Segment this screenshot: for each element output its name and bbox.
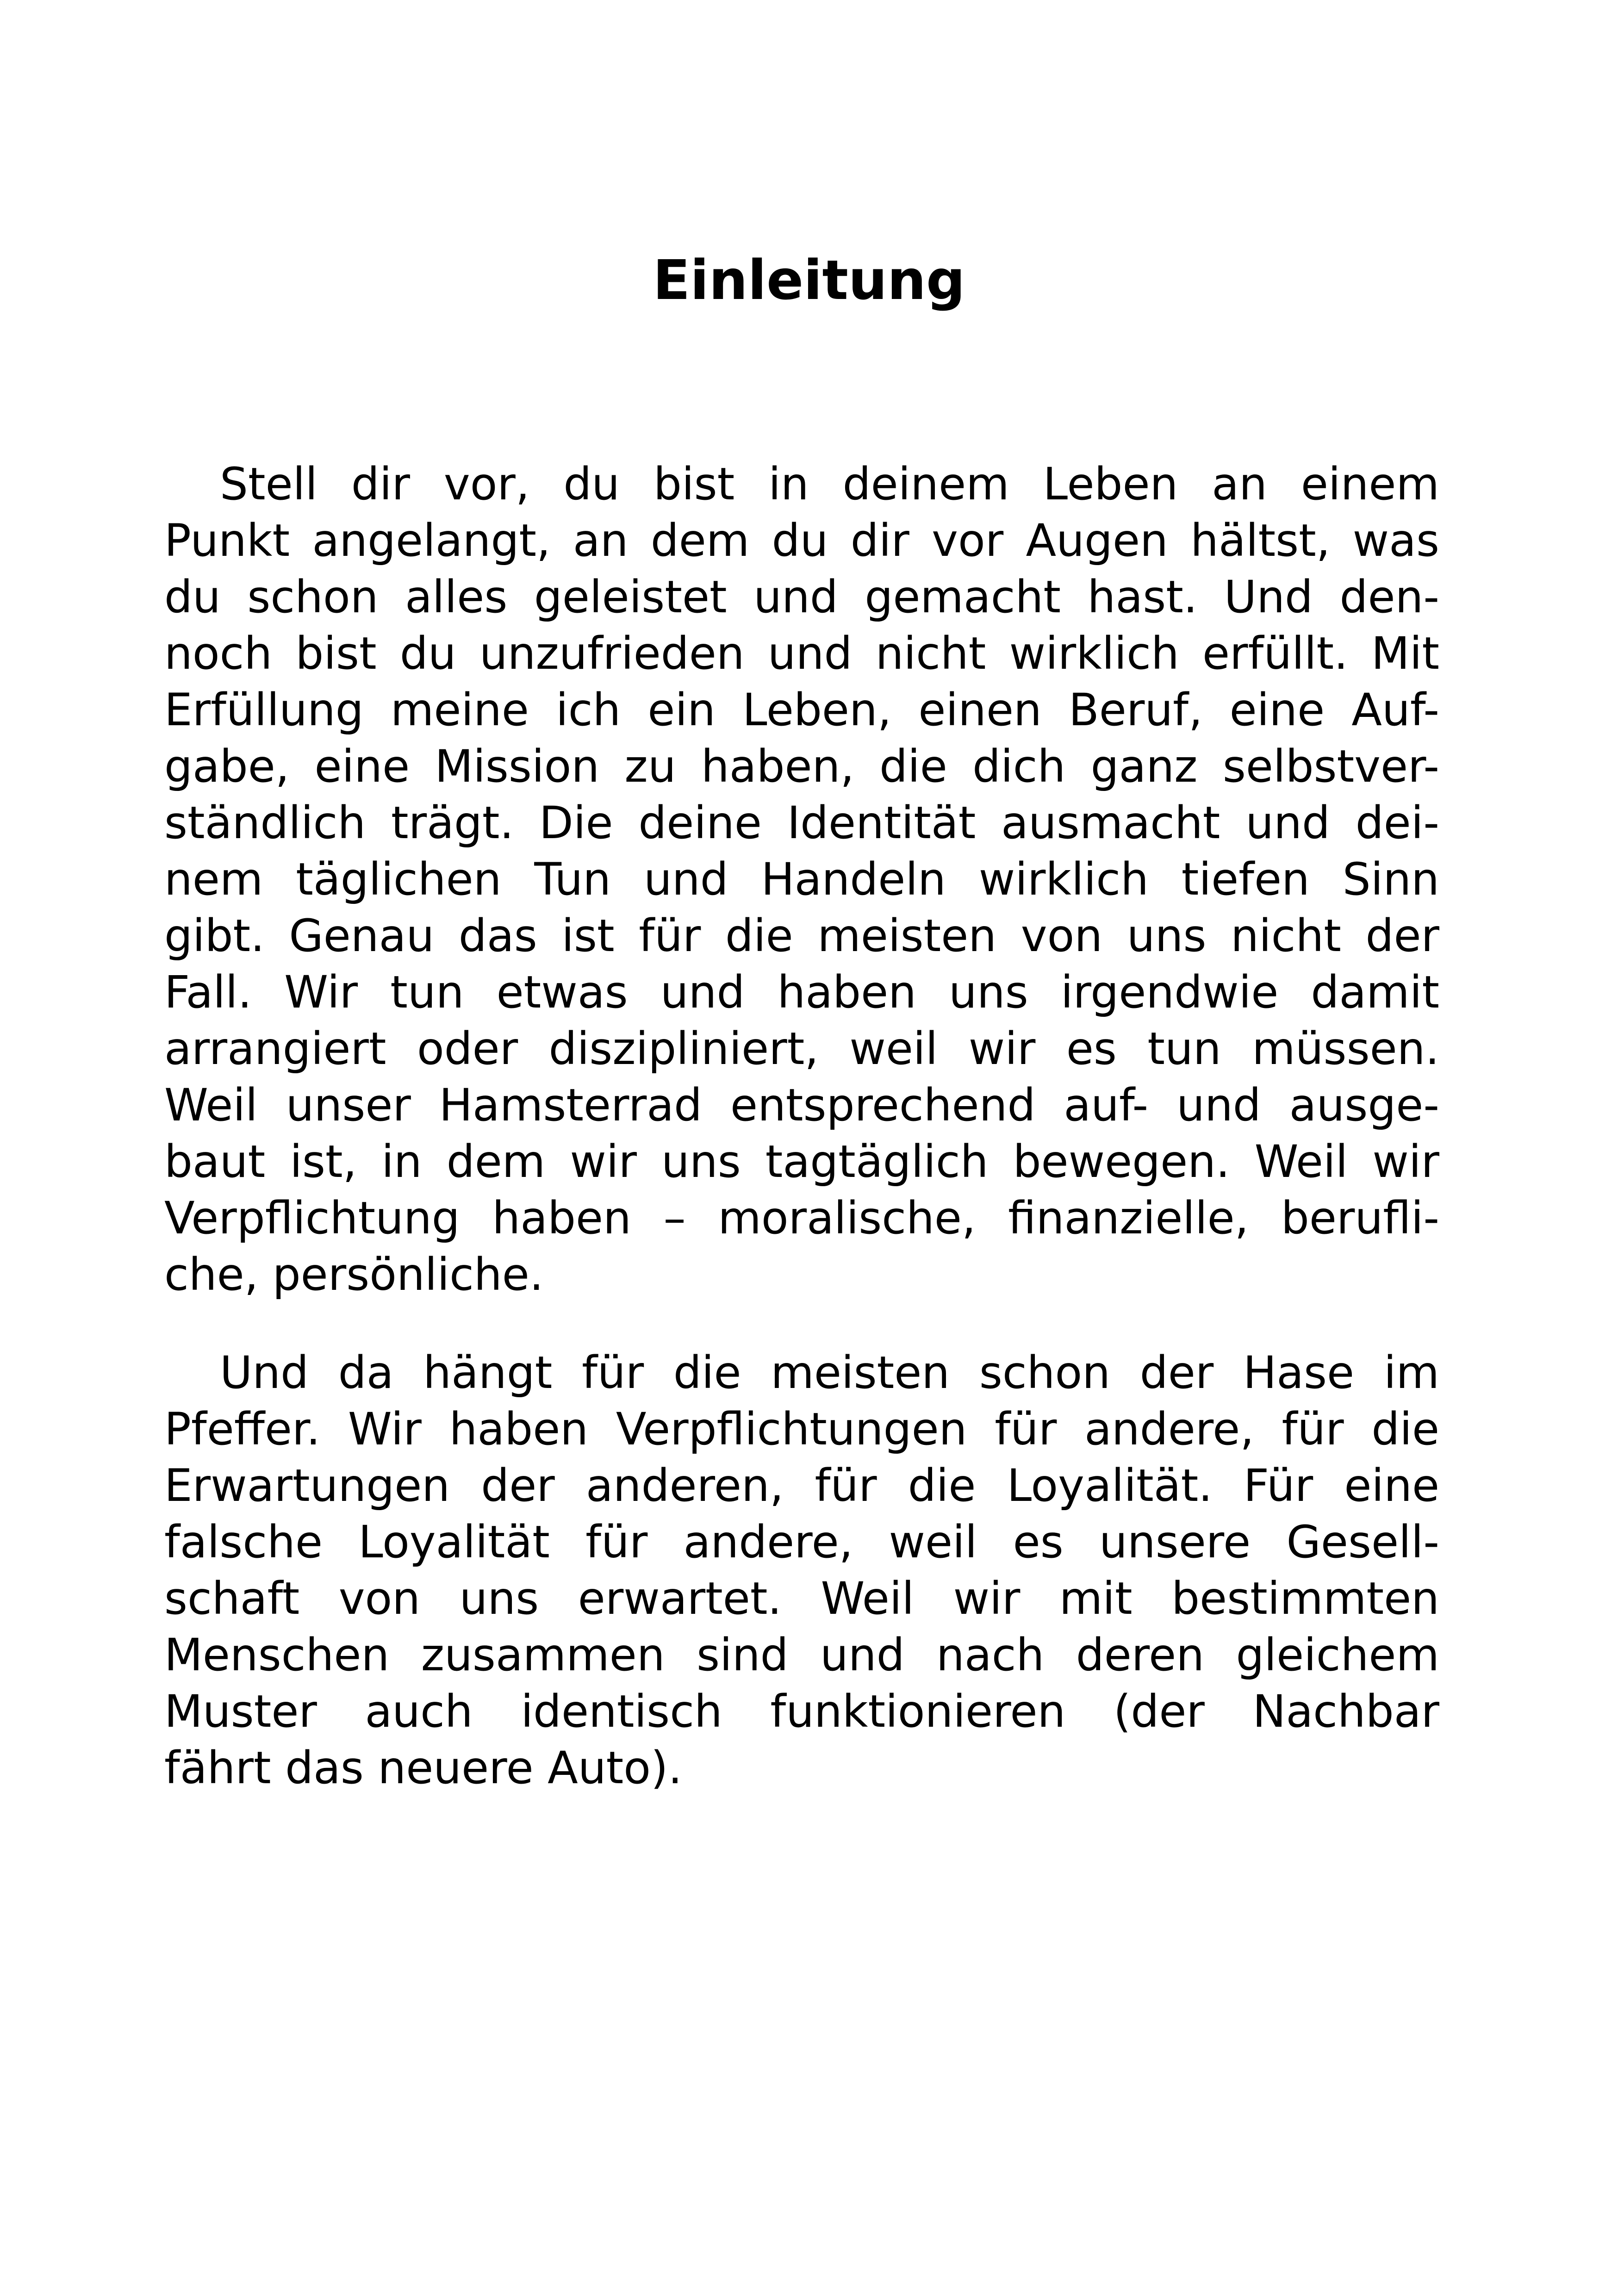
paragraph-1 xyxy=(164,456,1439,1303)
paragraph-line: gabe, eine Mission zu haben, die dich ganz selbstver- xyxy=(164,740,1439,792)
paragraph-line: noch bist du unzufrieden und nicht wirklich erfüllt. Mit xyxy=(164,628,1439,679)
paragraph-line: Pfeffer. Wir haben Verpflichtungen für andere, für die xyxy=(164,1403,1439,1455)
paragraph-line: baut ist, in dem wir uns tagtäglich bewegen. Weil wir xyxy=(164,1136,1439,1188)
paragraph-line: Stell dir vor, du bist in deinem Leben an einem xyxy=(220,458,1439,510)
paragraph-line: Und da hängt für die meisten schon der Hase im xyxy=(220,1347,1439,1399)
paragraph-line: arrangiert oder diszipliniert, weil wir es tun müssen. xyxy=(164,1023,1439,1075)
paragraph-line: schaft von uns erwartet. Weil wir mit bestimmten xyxy=(164,1573,1439,1624)
paragraph-line: nem täglichen Tun und Handeln wirklich tiefen Sinn xyxy=(164,853,1439,905)
paragraph-line: Verpflichtung haben – moralische, finanzielle, berufli- xyxy=(164,1192,1439,1244)
paragraph-2 xyxy=(164,1344,1439,1796)
paragraph-line: Muster auch identisch funktionieren (der Nachbar xyxy=(164,1686,1439,1737)
paragraph-line: ständlich trägt. Die deine Identität ausmacht und dei- xyxy=(164,797,1439,849)
paragraph-line: Weil unser Hamsterrad entsprechend auf- und ausge- xyxy=(164,1079,1439,1131)
paragraph-line: du schon alles geleistet und gemacht hast. Und den- xyxy=(164,571,1439,623)
paragraph-line: Fall. Wir tun etwas und haben uns irgendwie damit xyxy=(164,966,1439,1018)
paragraph-line: che, persönliche. xyxy=(164,1249,544,1300)
paragraph-line: gibt. Genau das ist für die meisten von uns nicht der xyxy=(164,910,1439,962)
paragraph-line: Menschen zusammen sind und nach deren gleichem xyxy=(164,1629,1439,1681)
paragraph-line: Erfüllung meine ich ein Leben, einen Beruf, eine Auf- xyxy=(164,684,1439,736)
paragraph-line: falsche Loyalität für andere, weil es unsere Gesell- xyxy=(164,1516,1439,1568)
paragraph-line: Punkt angelangt, an dem du dir vor Augen hältst, was xyxy=(164,515,1439,566)
chapter-title: Einleitung xyxy=(653,248,965,312)
paragraph-line: Erwartungen der anderen, für die Loyalität. Für eine xyxy=(164,1460,1439,1512)
paragraph-line: fährt das neuere Auto). xyxy=(164,1742,682,1794)
